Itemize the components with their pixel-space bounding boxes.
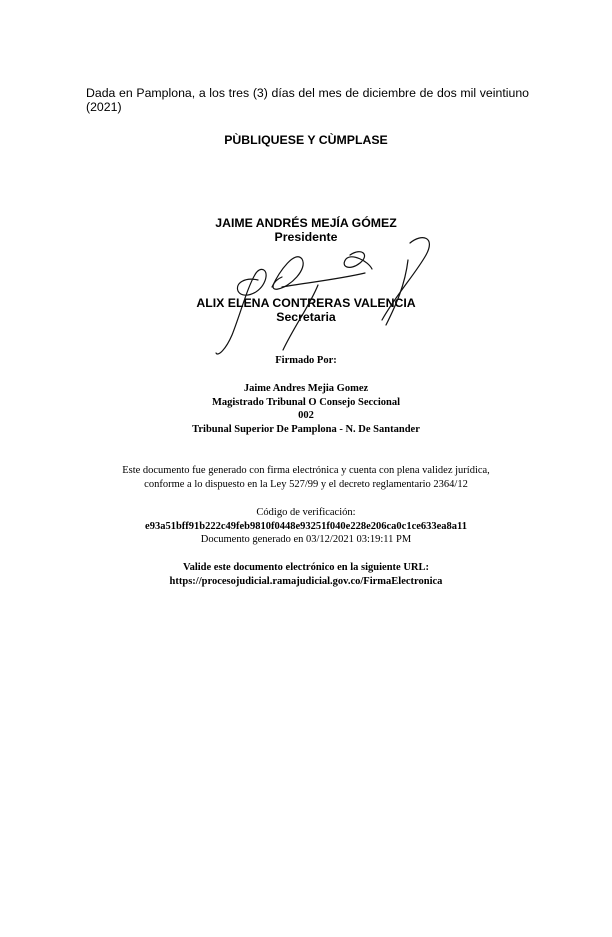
secretary-role: Secretaria (276, 310, 336, 324)
signature-stroke-1 (216, 269, 266, 354)
president-name: JAIME ANDRÉS MEJÍA GÓMEZ (215, 216, 397, 230)
signature-stroke-5 (382, 238, 429, 320)
date-place-paragraph: Dada en Pamplona, a los tres (3) días del mes de diciembre de dos mil veintiuno (2021) (86, 86, 529, 114)
secretary-name: ALIX ELENA CONTRERAS VALENCIA (196, 296, 416, 310)
validation-block (0, 561, 612, 588)
electronic-signer-block (0, 382, 612, 436)
legal-notice (0, 464, 612, 491)
president-role: Presidente (274, 230, 338, 244)
legal-notice-line-1: Este documento fue generado con firma electrónica y cuenta con plena validez jurídica, (122, 465, 490, 476)
signature-stroke-7 (283, 285, 318, 350)
verification-block (0, 506, 612, 547)
signer-name: Jaime Andres Mejia Gomez (243, 383, 369, 394)
validation-url-link[interactable]: https://procesojudicial.ramajudicial.gov.co/FirmaElectronica (169, 575, 443, 587)
signer-court: Tribunal Superior De Pamplona - N. De Santander (192, 423, 420, 435)
signer-title: Magistrado Tribunal O Consejo Seccional (211, 396, 401, 408)
validation-label: Valide este documento electrónico en la siguiente URL: (182, 562, 430, 573)
verification-code: e93a51bff91b222c49feb9810f0448e93251f040e228e206ca0c1ce633ea8a11 (145, 520, 467, 532)
handwritten-signature (200, 225, 440, 360)
signer-number: 002 (298, 410, 314, 421)
firmado-por-label: Firmado Por: (275, 355, 337, 366)
verification-label: Código de verificación: (256, 507, 356, 518)
generated-timestamp: Documento generado en 03/12/2021 03:19:11 PM (200, 534, 412, 545)
signature-stroke-4 (344, 252, 372, 269)
legal-notice-line-2: conforme a lo dispuesto en la Ley 527/99 y el decreto reglamentario 2364/12 (144, 478, 468, 490)
publiquese-heading: PÙBLIQUESE Y CÙMPLASE (224, 133, 388, 147)
signature-stroke-6 (386, 260, 408, 325)
